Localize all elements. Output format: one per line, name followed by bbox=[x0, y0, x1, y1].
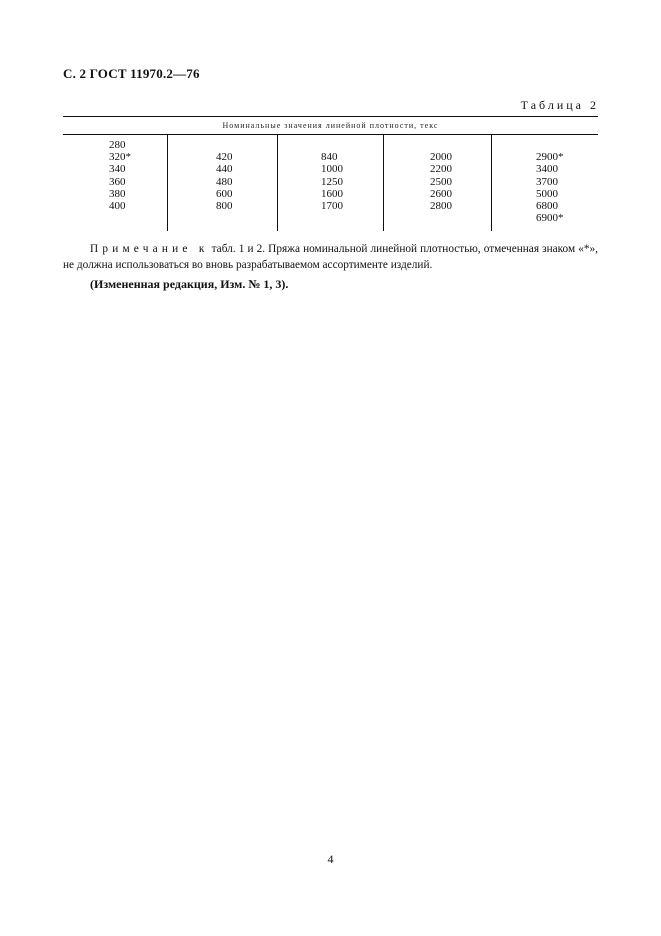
table-cell: 1250 bbox=[321, 175, 343, 188]
table-cell: 340 bbox=[109, 163, 126, 176]
table-column-3 bbox=[277, 135, 384, 231]
table-note bbox=[63, 242, 598, 273]
table-cell: 420 bbox=[216, 151, 233, 164]
table-cell: 2900* bbox=[536, 151, 564, 164]
note-text: табл. 1 и 2. Пряжа номинальной линейной плотностью, отмеченная знаком «*», не должна использоваться во вновь разрабатываемом ассортименте изделий. bbox=[63, 243, 598, 271]
table-cell: 320* bbox=[109, 151, 131, 164]
table-cell: 1700 bbox=[321, 200, 343, 213]
table-cell: 360 bbox=[109, 175, 126, 188]
document-header: С. 2 ГОСТ 11970.2—76 bbox=[63, 66, 200, 81]
table-cell: 3700 bbox=[536, 175, 558, 188]
table-cell: 1000 bbox=[321, 163, 343, 176]
table-cell: 2800 bbox=[430, 200, 452, 213]
table-cell: 6900* bbox=[536, 212, 564, 225]
table-cell: 400 bbox=[109, 200, 126, 213]
table-column-4 bbox=[383, 135, 492, 231]
note-lead: Примечание к bbox=[90, 243, 209, 255]
table-cell: 5000 bbox=[536, 187, 558, 200]
table-column-2 bbox=[167, 135, 278, 231]
table-cell: 440 bbox=[216, 163, 233, 176]
table-cell: 800 bbox=[216, 200, 233, 213]
table-cell: 2500 bbox=[430, 175, 452, 188]
table-cell: 480 bbox=[216, 175, 233, 188]
table-cell: 380 bbox=[109, 187, 126, 200]
table-cell: 6800 bbox=[536, 200, 558, 213]
table-column-1 bbox=[63, 135, 167, 231]
table-cell: 1600 bbox=[321, 187, 343, 200]
table-column-header: Номинальные значения линейной плотности, текс bbox=[63, 117, 598, 135]
table-column-5 bbox=[491, 135, 599, 231]
table-cell: 2000 bbox=[430, 151, 452, 164]
change-note: (Измененная редакция, Изм. № 1, 3). bbox=[90, 277, 289, 291]
table-cell: 280 bbox=[109, 139, 126, 151]
table-cell: 840 bbox=[321, 151, 338, 164]
density-table bbox=[63, 116, 598, 231]
table-cell: 600 bbox=[216, 187, 233, 200]
table-body bbox=[63, 135, 598, 231]
page-number: 4 bbox=[327, 852, 334, 866]
table-cell: 3400 bbox=[536, 163, 558, 176]
table-caption: Таблица 2 bbox=[520, 98, 599, 112]
table-cell: 2200 bbox=[430, 163, 452, 176]
table-cell: 2600 bbox=[430, 187, 452, 200]
